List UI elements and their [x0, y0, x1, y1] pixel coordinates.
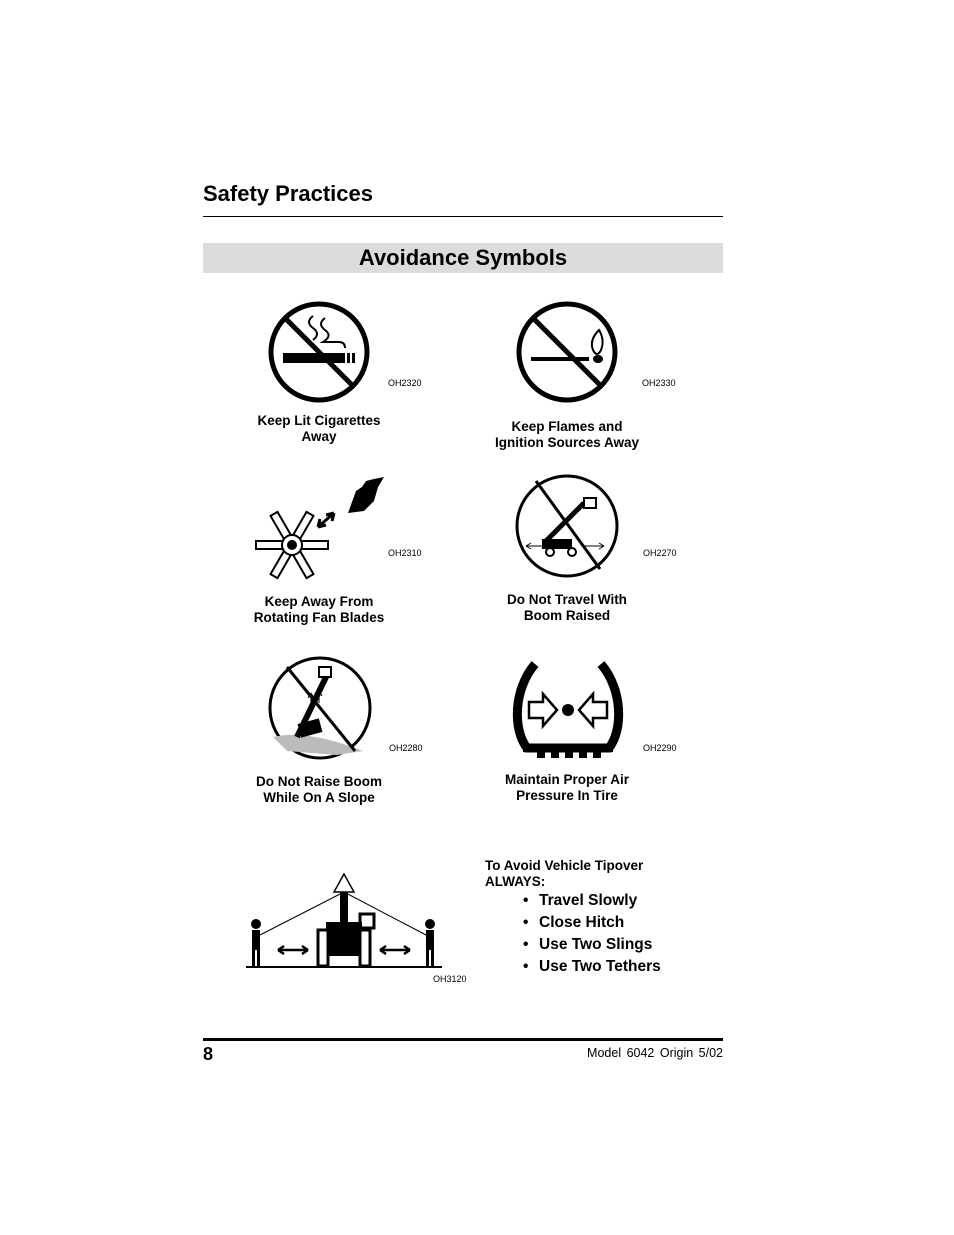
tipover-intro: To Avoid Vehicle Tipover ALWAYS: — [485, 858, 644, 889]
page-number: 8 — [203, 1044, 214, 1064]
symbol-caption: Keep Flames and Ignition Sources Away — [494, 419, 640, 450]
fan-blade-hand-icon — [252, 473, 392, 583]
tire-pressure-icon — [517, 660, 619, 760]
symbol-caption: Keep Away From Rotating Fan Blades — [253, 594, 385, 625]
symbol-code: OH2280 — [389, 743, 423, 753]
no-travel-boom-raised-icon — [514, 473, 620, 579]
tipover-code: OH3120 — [433, 974, 467, 984]
symbol-caption: Do Not Raise Boom While On A Slope — [255, 774, 382, 805]
footer-model-text: Model 6042 Origin 5/02 — [587, 1046, 723, 1060]
section-title: Safety Practices — [203, 181, 373, 206]
symbol-code: OH2310 — [388, 548, 422, 558]
symbol-code: OH2290 — [643, 743, 677, 753]
symbol-caption: Maintain Proper Air Pressure In Tire — [504, 772, 630, 803]
symbol-code: OH2320 — [388, 378, 422, 388]
symbol-caption: Do Not Travel With Boom Raised — [507, 592, 627, 623]
symbol-code: OH2330 — [642, 378, 676, 388]
banner-title: Avoidance Symbols — [358, 245, 568, 270]
no-raise-boom-slope-icon — [267, 655, 373, 761]
banner — [203, 243, 723, 273]
tipover-bullet-list — [523, 890, 661, 978]
no-flames-icon — [515, 300, 619, 404]
header-rule — [203, 216, 723, 217]
list-item: • Close Hitch — [523, 912, 661, 934]
symbol-code: OH2270 — [643, 548, 677, 558]
list-item: • Use Two Slings — [523, 934, 661, 956]
symbol-caption: Keep Lit Cigarettes Away — [257, 413, 381, 444]
list-item: • Use Two Tethers — [523, 956, 661, 978]
no-smoking-icon — [267, 300, 371, 404]
list-item: • Travel Slowly — [523, 890, 661, 912]
tethered-vehicle-icon — [244, 870, 444, 970]
footer-rule — [203, 1038, 723, 1041]
